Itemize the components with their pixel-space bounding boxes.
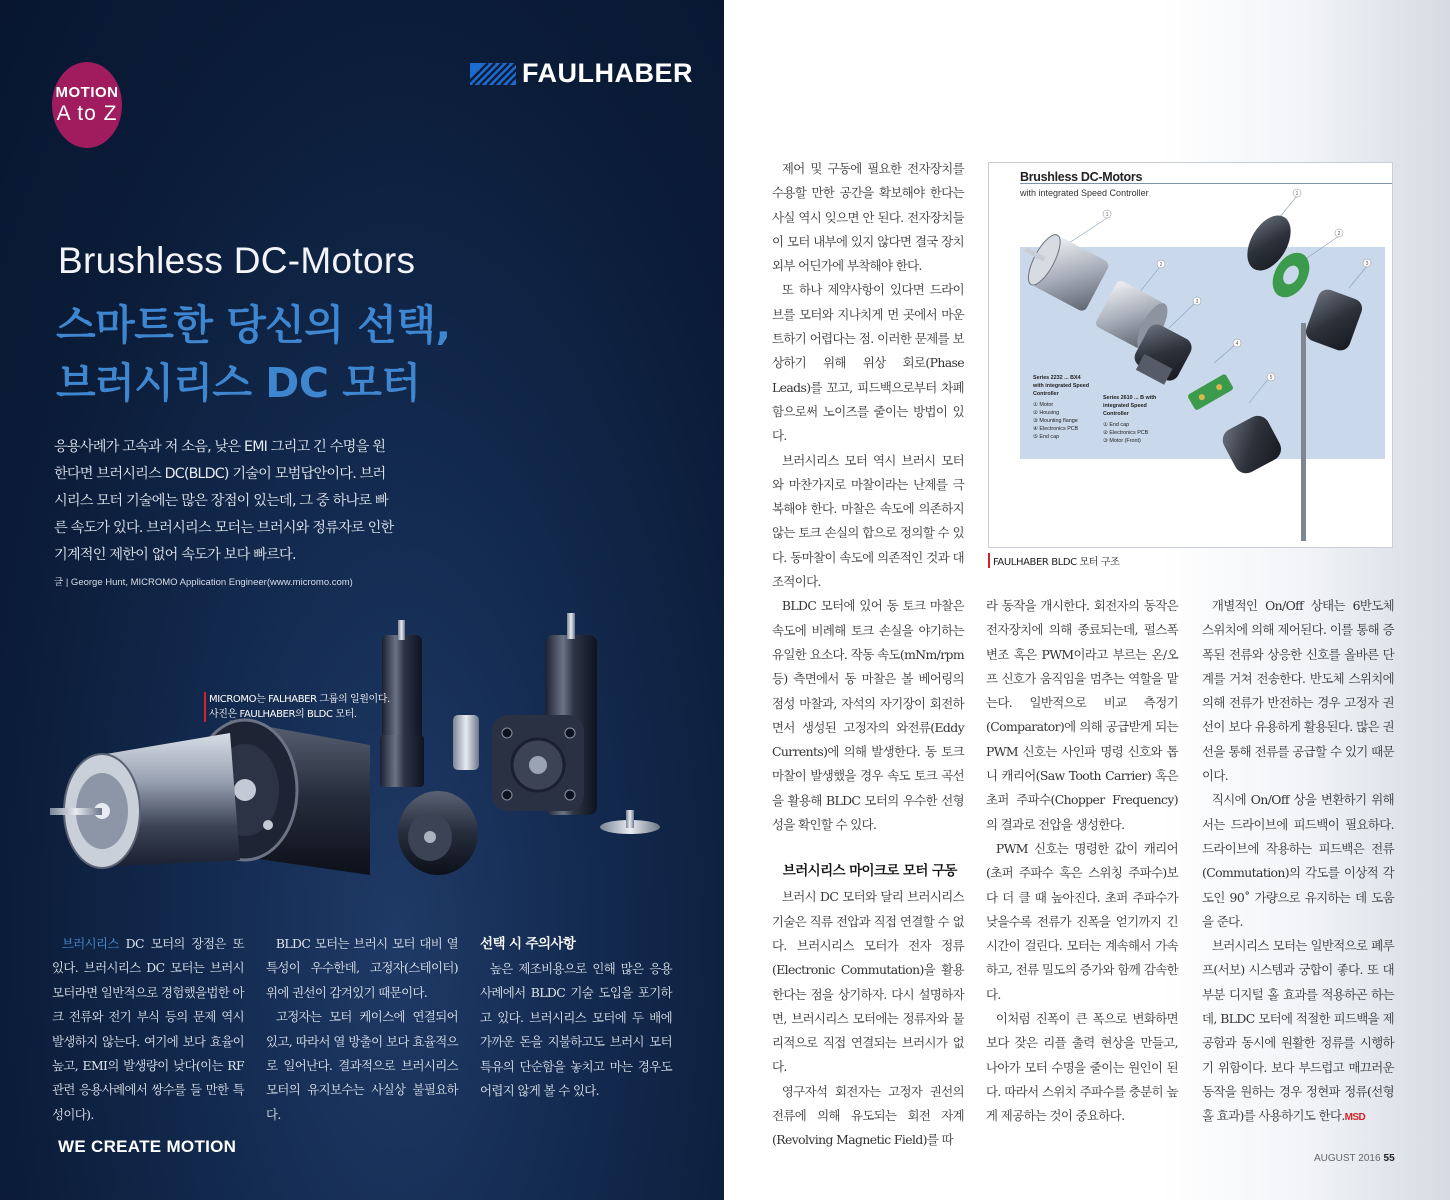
highlight-word: 브러시리스 [61, 936, 119, 951]
exploded-motor-diagram [989, 163, 1393, 548]
right-column-2 [986, 594, 1178, 1129]
photo-caption-line2: 사진은 FAULHABER의 BLDC 모터. [209, 709, 357, 720]
right-col3-paragraph2: 직시에 On/Off 상을 변환하기 위해서는 드라이브에 피드백이 필요하다. 드라이브에 작용하는 피드백은 전류(Commutation)의 각도를 이상적 각도인 90˚ 가량으로 유지하는 데 도움을 준다. [1202, 792, 1394, 929]
right-col1-paragraph2: 또 하나 제약사항이 있다면 드라이브를 모터와 지나치게 먼 곳에서 마운트하기 어렵다는 점. 이러한 문제를 보상하기 위해 위상 회로(Phase Leads)를 꼬고, 피드백으로부터 차폐함으로써 노이즈를 줄이는 방법이 있다. [772, 282, 964, 444]
legend1-item: ③ Mounting flange [1033, 417, 1078, 424]
legend1-title: Series 2232 ... BX4 with integrated Speed Controller [1033, 375, 1090, 397]
logo-text: FAULHABER [522, 58, 693, 88]
right-col2-paragraph3: 이처럼 진폭이 큰 폭으로 변화하면 보다 잦은 리플 출력 현상을 만들고, 나아가 모터 수명을 줄이는 원인이 된다. 따라서 스위치 주파수를 충분히 높게 제공하는 것이 중요하다. [986, 1011, 1178, 1124]
right-col2-paragraph1: 라 동작을 개시한다. 회전자의 동작은 전자장치에 의해 종료되는데, 펄스폭 변조 혹은 PWM이라고 부르는 온/오프 신호가 움직임을 멈추는 역할을 맡는다. 일반적으로 비교 측정기(Comparator)에 의해 공급받게 되는 PWM 신호는 사인파 명령 신호와 톱니 캐리어(Saw Tooth Carrier) 혹은 초퍼 주파수(Chopper Frequency)의 결과로 전압을 생성한다. [986, 598, 1178, 832]
legend1-item: ① Motor [1033, 402, 1054, 409]
legend2-item: ③ Motor (Front) [1103, 437, 1141, 444]
msd-signature: MSD [1344, 1112, 1366, 1124]
legend1-item: ⑤ End cap [1033, 433, 1060, 440]
author-byline: 글 | George Hunt, MICROMO Application Engineer(www.micromo.com) [54, 577, 353, 588]
right-col3-paragraph3-text: 브러시리스 모터는 일반적으로 폐루프(서보) 시스템과 궁합이 좋다. 또 대부분 디지털 홀 효과를 적용하곤 하는데, BLDC 모터에 적절한 피드백을 제공함과 동시에 원활한 정류를 시행하기 위함이다. 보다 부드럽고 매끄러운 동작을 원하는 경우 정현파 정류(선형 홀 효과)를 사용하기도 한다. [1202, 938, 1394, 1124]
title-korean-line1: 스마트한 당신의 선택, [56, 301, 451, 349]
left-page [0, 0, 724, 1200]
left-column-3 [480, 932, 672, 1103]
title-korean-line2: 브러시리스 DC 모터 [56, 359, 421, 407]
callout-r3: 3 [1365, 261, 1369, 267]
left-col3-paragraph: 높은 제조비용으로 인해 많은 응용사례에서 BLDC 기술 도입을 포기하고 있다. 브러시리스 모터에 두 배에 가까운 돈을 지불하고도 브러시 모터 특유의 단순함을 놓치고 마는 경우도 어렵지 않게 볼 수 있다. [480, 961, 672, 1099]
right-col2-paragraph2: PWM 신호는 명령한 값이 캐리어(초퍼 주파수 혹은 스위칭 주파수)보다 더 클 때 높아진다. 초퍼 주파수가 낮을수록 전류가 진폭을 얻기까지 긴 시간이 걸린다. 모터는 계속해서 가속하고, 전류 밀도의 증가와 함께 감속한다. [986, 840, 1178, 1002]
callout-1: 1 [1105, 212, 1109, 218]
right-col3-paragraph1: 개별적인 On/Off 상태는 6반도체 스위치에 의해 제어된다. 이를 통해 증폭된 전류와 상응한 신호를 올바른 단계를 거쳐 전송한다. 반도체 스위치에 의해 전류가 반전하는 경우 고정자 권선이 보다 유용하게 활용된다. 많은 권선을 통해 전류를 공급할 수 있기 때문이다. [1202, 598, 1394, 784]
legend1-item: ② Housing [1033, 410, 1060, 417]
bldc-motors-photo [40, 605, 680, 915]
left-column-1 [52, 932, 244, 1127]
right-column-1 [772, 157, 964, 1153]
we-create-motion-footer: WE CREATE MOTION [58, 1137, 237, 1156]
legend2-item: ② Electronics PCB [1103, 430, 1149, 437]
faulhaber-logo [470, 58, 693, 89]
callout-4: 4 [1235, 341, 1239, 347]
caution-heading: 선택 시 주의사항 [480, 936, 576, 952]
lede-paragraph: 응용사례가 고속과 저 소음, 낮은 EMI 그리고 긴 수명을 원한다면 브러시리스 DC(BLDC) 기술이 모범답안이다. 브러시리스 모터 기술에는 많은 장점이 있는데, 그 중 하나로 빠른 속도가 있다. 브러시리스 모터는 브러시와 정류자로 인한 기계적인 제한이 없어 속도가 보다 빠르다. [54, 439, 394, 563]
photo-caption-line1: MICROMO는 FALHABER 그룹의 일원이다. [209, 694, 390, 705]
article-title-korean [56, 296, 451, 412]
figure-title: Brushless DC-Motors [1020, 170, 1143, 184]
right-col1-paragraph4: BLDC 모터에 있어 동 토크 마찰은 속도에 비례해 토크 손실을 야기하는 유일한 요소다. 작동 속도(mNm/rpm 등) 측면에서 동 마찰은 볼 베어링의 점성 마찰과, 자석의 자기장이 회전하면서 생성된 고정자의 와전류(Eddy Currents)에 의해 발생한다. 동 토크 마찰이 발생했을 경우 속도 토크 곡선을 활용해 BLDC 모터의 우수한 선형성을 확인할 수 있다. [772, 598, 964, 833]
issue-date: AUGUST 2016 [1314, 1153, 1381, 1164]
bldc-structure-figure [988, 162, 1393, 548]
drive-section-heading: 브러시리스 마이크로 모터 구동 [782, 863, 957, 880]
badge-line2: A to Z [56, 102, 118, 125]
right-page [724, 0, 1450, 1200]
page-folio [1314, 1153, 1395, 1164]
left-col2-paragraph1: BLDC 모터는 브러시 모터 대비 열 특성이 우수한데, 고정자(스테이터) 위에 권선이 감겨있기 때문이다. [266, 936, 458, 1000]
legend1-item: ④ Electronics PCB [1033, 425, 1079, 432]
figure-caption: FAULHABER BLDC 모터 구조 [988, 553, 1119, 568]
badge-line1: MOTION [55, 84, 119, 101]
faulhaber-stripes-icon [470, 63, 516, 85]
right-col1-paragraph6: 영구자석 회전자는 고정자 권선의 전류에 의해 유도되는 회전 자계(Revolving Magnetic Field)를 따 [772, 1083, 964, 1148]
figure-subtitle: with integrated Speed Controller [1020, 188, 1149, 198]
right-col3-paragraph3 [1202, 934, 1394, 1130]
callout-3: 3 [1195, 299, 1199, 305]
figure-legend-series-2610 [1103, 395, 1161, 446]
article-title-english: Brushless DC-Motors [58, 240, 416, 281]
right-column-3 [1202, 594, 1394, 1131]
legend2-item: ① End cap [1103, 422, 1130, 429]
callout-2: 2 [1159, 262, 1163, 268]
figure-legend-series-2232 [1033, 375, 1091, 441]
callout-r2: 2 [1337, 231, 1341, 237]
right-col1-paragraph3: 브러시리스 모터 역시 브러시 모터와 마찬가지로 마찰이라는 난제를 극복해야 한다. 마찰은 속도에 의존하지 않는 토크 손실의 합으로 정의할 수 있다. 동마찰이 속도에 의존적인 것과 대조적이다. [772, 452, 964, 590]
left-col1-text: DC 모터의 장점은 또 있다. 브러시리스 DC 모터는 브러시 모터라면 일반적으로 경험했을법한 아크 전류와 전기 부식 등의 문제 역시 발생하지 않는다. 여기에 보다 효율이 높고, EMI의 발생량이 낮다(이는 RF 관련 응용사례에서 쌍수를 들 만한 특성이다). [52, 936, 244, 1122]
right-col1-paragraph1: 제어 및 구동에 필요한 전자장치를 수용할 만한 공간을 확보해야 한다는 사실 역시 잊으면 안 된다. 전자장치들이 모터 내부에 있지 않다면 결국 장치 외부 어딘가에 부착해야 한다. [772, 161, 964, 274]
right-col1-paragraph5: 브러시 DC 모터와 달리 브러시리스 기술은 직류 전압과 직접 연결할 수 없다. 브러시리스 모터가 전자 정류(Electronic Commutation)을 활용한다는 점을 상기하자. 다시 설명하자면, 브러시리스 모터에는 정류자와 물리적으로 직접 연결되는 브러시가 없다. [772, 889, 964, 1075]
photo-caption [204, 692, 390, 722]
legend2-title: Series 2610 ... B with integrated Speed Controller [1103, 395, 1157, 417]
left-column-2 [266, 932, 458, 1127]
callout-5: 5 [1269, 375, 1273, 381]
left-col2-paragraph2: 고정자는 모터 케이스에 연결되어 있고, 따라서 열 방출이 보다 효율적으로 일어난다. 결과적으로 브러시리스 모터의 유지보수는 사실상 불필요하다. [266, 1009, 458, 1122]
left-col1-paragraph [52, 932, 244, 1127]
callout-r1: 1 [1295, 191, 1299, 197]
motion-a-to-z-badge [52, 62, 122, 148]
page-number: 55 [1383, 1153, 1395, 1164]
